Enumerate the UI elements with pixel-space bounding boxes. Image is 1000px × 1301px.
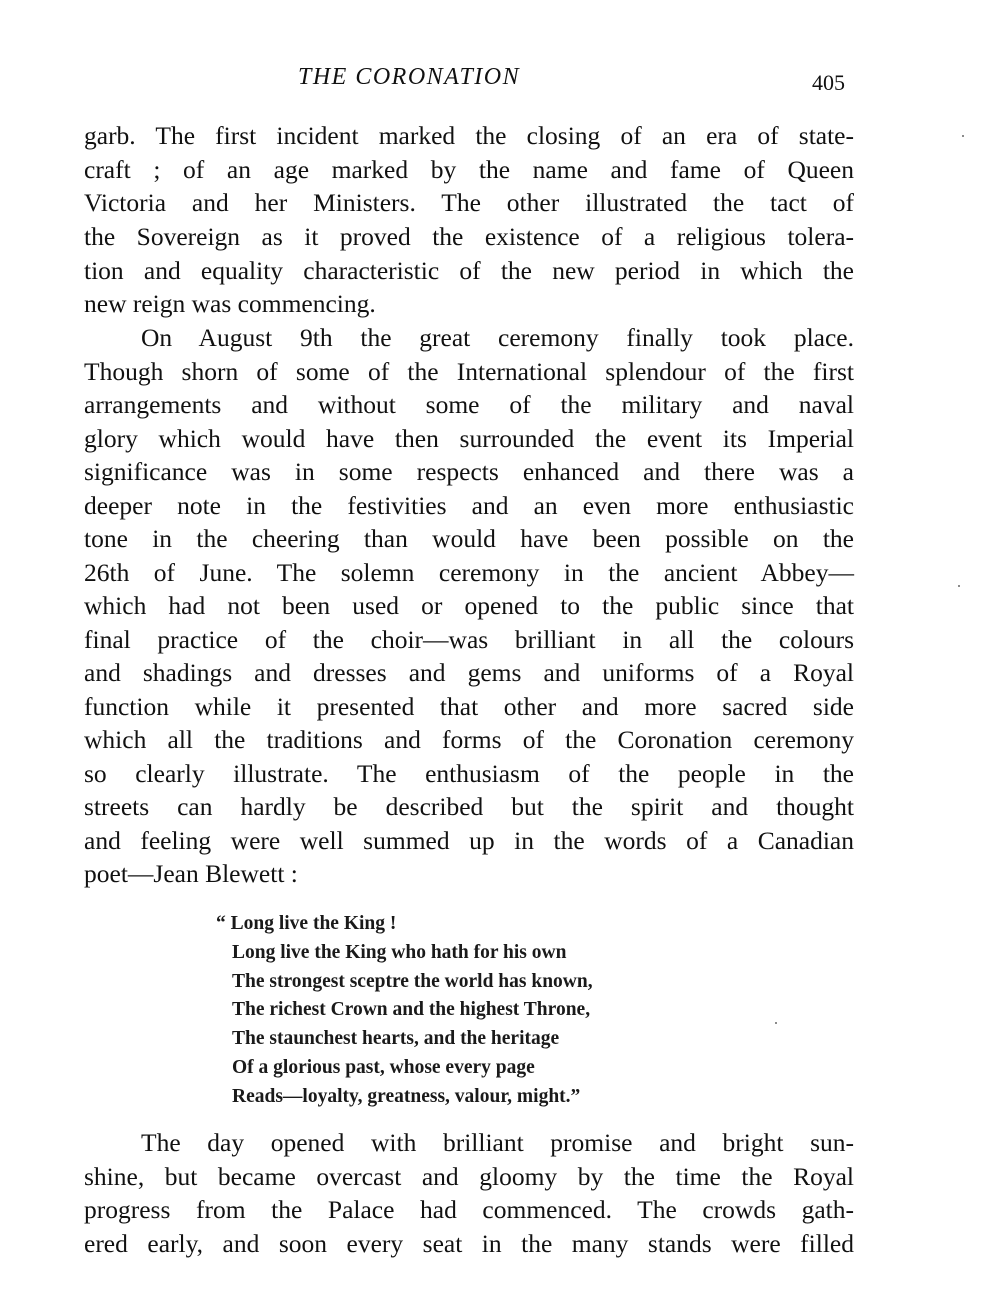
verse-line: Of a glorious past, whose every page — [232, 1057, 535, 1078]
text-line: streets can hardly be described but the spirit and thought — [84, 792, 854, 821]
scan-speck — [775, 1022, 777, 1024]
text-line: function while it presented that other and more sacred side — [84, 692, 854, 721]
text-line: glory which would have then surrounded the event its Imperial — [84, 424, 854, 453]
verse-line: “ Long live the King ! — [216, 913, 397, 934]
text-line: Though shorn of some of the International splendour of the first — [84, 357, 854, 386]
scan-speck — [958, 585, 960, 587]
text-line: and feeling were well summed up in the words of a Canadian — [84, 826, 854, 855]
running-header — [0, 64, 1000, 100]
text-line: shine, but became overcast and gloomy by the time the Royal — [84, 1162, 854, 1191]
verse-line: The staunchest hearts, and the heritage — [232, 1028, 560, 1049]
text-line: so clearly illustrate. The enthusiasm of the people in the — [84, 759, 854, 788]
scan-speck — [962, 135, 964, 137]
text-line: ered early, and soon every seat in the many stands were filled — [84, 1229, 854, 1258]
text-line: craft ; of an age marked by the name and fame of Queen — [84, 155, 854, 184]
text-line: significance was in some respects enhanced and there was a — [84, 457, 854, 486]
text-line: On August 9th the great ceremony finally took place. — [141, 323, 854, 352]
text-line: which had not been used or opened to the public since that — [84, 591, 854, 620]
verse-line: The richest Crown and the highest Throne, — [232, 999, 591, 1020]
text-line: arrangements and without some of the military and naval — [84, 390, 854, 419]
page-number: 405 — [812, 70, 845, 95]
text-line: Victoria and her Ministers. The other illustrated the tact of — [84, 188, 854, 217]
text-line: The day opened with brilliant promise and bright sun- — [141, 1128, 854, 1157]
text-line: poet—Jean Blewett : — [84, 859, 298, 888]
text-line: and shadings and dresses and gems and uniforms of a Royal — [84, 658, 854, 687]
text-line: tone in the cheering than would have been possible on the — [84, 524, 854, 553]
text-line: tion and equality characteristic of the new period in which the — [84, 256, 854, 285]
text-line: which all the traditions and forms of the Coronation ceremony — [84, 725, 854, 754]
verse-line: Long live the King who hath for his own — [232, 942, 567, 963]
text-line: progress from the Palace had commenced. The crowds gath- — [84, 1195, 854, 1224]
verse-line: Reads—loyalty, greatness, valour, might.” — [232, 1086, 581, 1107]
running-title: THE CORONATION — [298, 64, 521, 90]
text-line: new reign was commencing. — [84, 289, 376, 318]
text-line: deeper note in the festivities and an even more enthusiastic — [84, 491, 854, 520]
text-line: garb. The first incident marked the closing of an era of state- — [84, 121, 854, 150]
text-line: 26th of June. The solemn ceremony in the ancient Abbey— — [84, 558, 854, 587]
text-line: the Sovereign as it proved the existence of a religious tolera- — [84, 222, 854, 251]
verse-line: The strongest sceptre the world has known, — [232, 971, 593, 992]
text-line: final practice of the choir—was brilliant in all the colours — [84, 625, 854, 654]
